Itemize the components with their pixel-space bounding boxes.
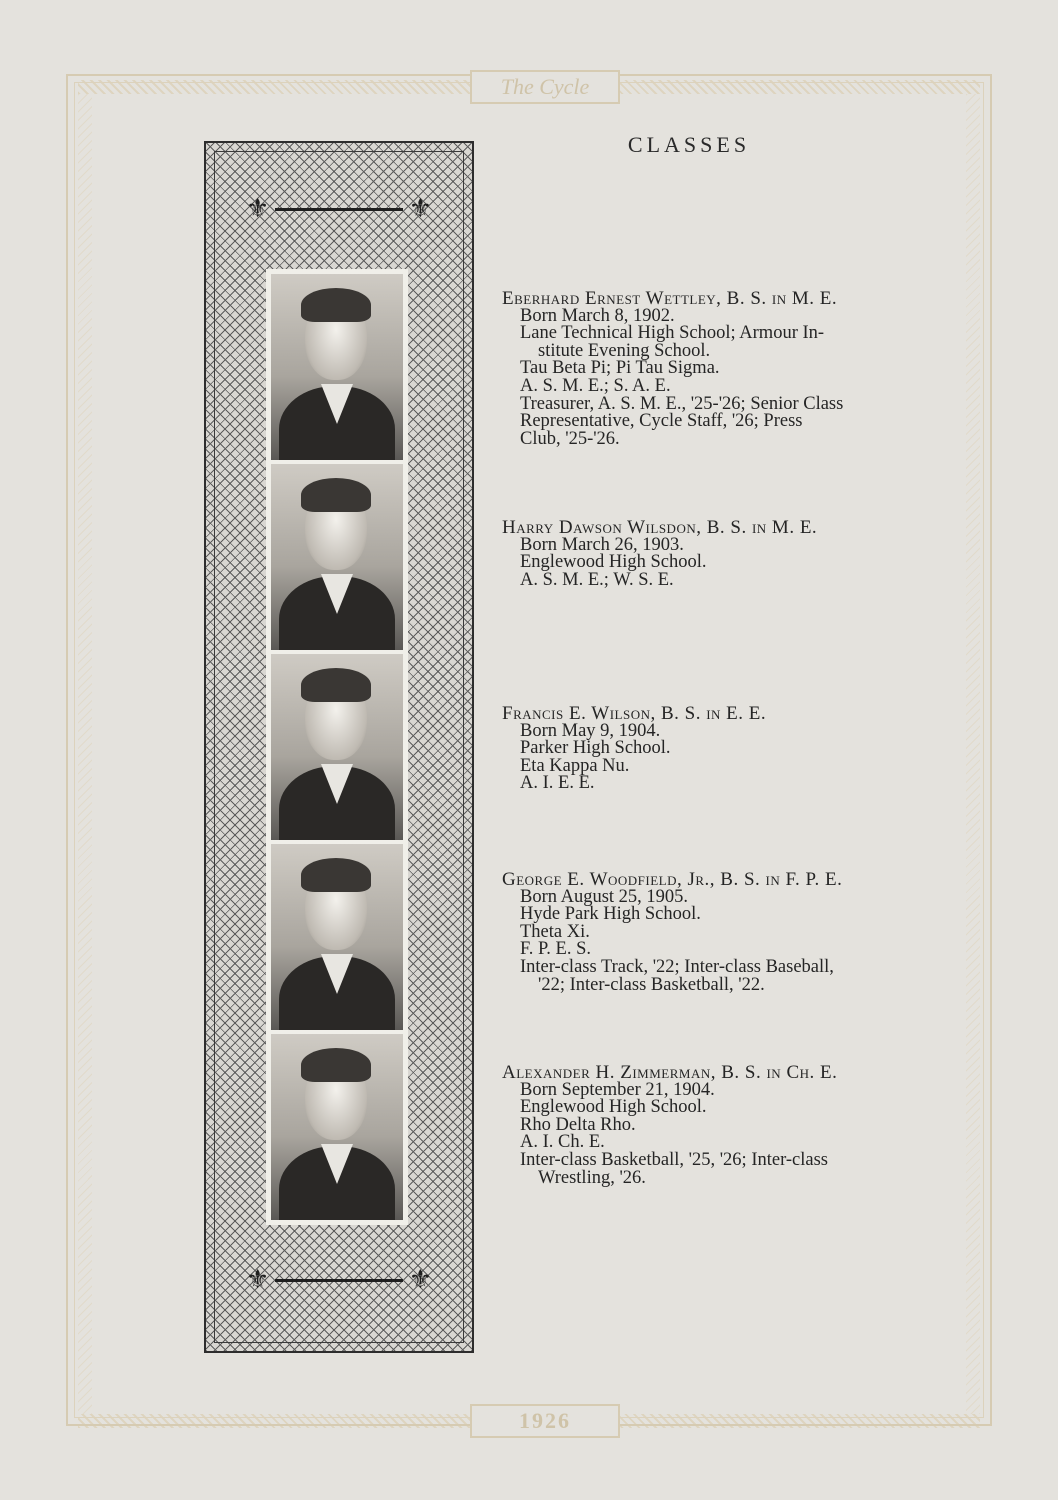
entry-line: Born March 26, 1903. <box>520 534 684 555</box>
student-entry <box>502 705 882 793</box>
entry-line: Rho Delta Rho. <box>520 1114 636 1135</box>
entry-line: stitute Evening School. <box>538 340 711 361</box>
student-name: Alexander H. Zimmerman, B. S. in Ch. E. <box>502 1062 838 1083</box>
photo-column <box>204 141 474 1353</box>
fleur-de-lis-icon: ⚜ <box>246 1265 270 1294</box>
student-name: Eberhard Ernest Wettley, B. S. in M. E. <box>502 288 838 309</box>
ornament-bar <box>275 1279 402 1282</box>
entry-line: Born May 9, 1904. <box>520 720 661 741</box>
student-name: Francis E. Wilson, B. S. in E. E. <box>502 703 767 724</box>
entry-line: Englewood High School. <box>520 1097 707 1118</box>
entry-line: Theta Xi. <box>520 921 590 942</box>
fleur-de-lis-icon: ⚜ <box>246 194 270 223</box>
entry-line: '22; Inter-class Basketball, '22. <box>538 974 765 995</box>
entry-line: Lane Technical High School; Armour In- <box>520 323 825 344</box>
entry-line: Parker High School. <box>520 738 671 759</box>
student-entry <box>502 871 882 994</box>
entry-line: Inter-class Track, '22; Inter-class Baseball, <box>520 956 834 977</box>
entry-line: F. P. E. S. <box>520 939 592 960</box>
entry-line: Englewood High School. <box>520 552 707 573</box>
entry-line: Born August 25, 1905. <box>520 886 689 907</box>
student-entry <box>502 290 882 448</box>
entry-line: Tau Beta Pi; Pi Tau Sigma. <box>520 358 720 379</box>
entry-line: A. S. M. E.; S. A. E. <box>520 375 671 396</box>
entry-line: A. I. E. E. <box>520 773 595 794</box>
portrait-photo <box>271 464 403 650</box>
student-name: Harry Dawson Wilsdon, B. S. in M. E. <box>502 517 818 538</box>
portrait-photo <box>271 1034 403 1220</box>
entry-line: Club, '25-'26. <box>520 428 620 449</box>
bottom-ornament <box>246 1265 432 1294</box>
fleur-de-lis-icon: ⚜ <box>408 1265 432 1294</box>
entry-line: Born March 8, 1902. <box>520 305 675 326</box>
entry-line: A. I. Ch. E. <box>520 1132 605 1153</box>
portrait-photo <box>271 844 403 1030</box>
entry-line: Inter-class Basketball, '25, '26; Inter-class <box>520 1149 828 1170</box>
entry-line: Treasurer, A. S. M. E., '25-'26; Senior Class <box>520 393 844 414</box>
portraits-frame <box>266 269 408 1225</box>
ornament-bar <box>275 208 402 211</box>
entry-line: Eta Kappa Nu. <box>520 755 630 776</box>
entry-line: Hyde Park High School. <box>520 904 701 925</box>
student-name: George E. Woodfield, Jr., B. S. in F. P. E. <box>502 869 843 890</box>
section-title: CLASSES <box>627 132 751 157</box>
portrait-photo <box>271 274 403 460</box>
header-plaque: The Cycle <box>470 70 620 104</box>
student-entry <box>502 1064 882 1187</box>
entry-line: Born September 21, 1904. <box>520 1079 715 1100</box>
student-entry <box>502 519 882 589</box>
entry-line: A. S. M. E.; W. S. E. <box>520 569 674 590</box>
top-ornament <box>246 194 432 223</box>
portrait-photo <box>271 654 403 840</box>
footer-plaque: 1926 <box>470 1404 620 1438</box>
entry-line: Representative, Cycle Staff, '26; Press <box>520 411 803 432</box>
entry-line: Wrestling, '26. <box>538 1167 646 1188</box>
fleur-de-lis-icon: ⚜ <box>408 194 432 223</box>
